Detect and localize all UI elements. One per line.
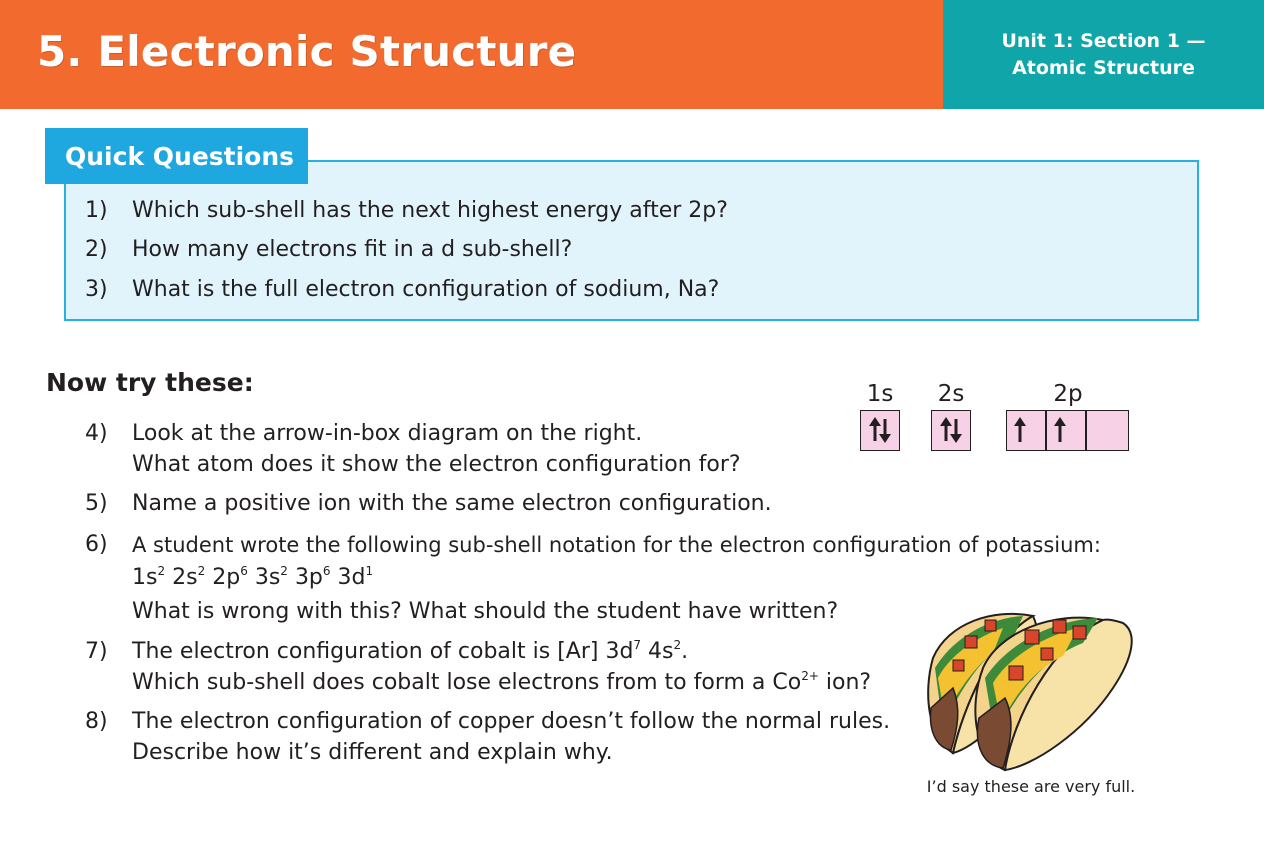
question-text: The electron configuration of cobalt is [Ar] $3d^7$ $4s^2$. <box>132 638 689 664</box>
paired-arrows-icon <box>861 411 899 449</box>
section-line: Atomic Structure <box>1012 56 1195 79</box>
question-number: 1) <box>85 198 108 223</box>
question-number: 3) <box>85 277 108 302</box>
orbital-box-2p-2 <box>1046 410 1086 451</box>
question-6-line-3: What is wrong with this? What should the student have written? <box>132 599 839 624</box>
quick-questions-tab: Quick Questions <box>45 128 308 184</box>
notation-term: $3s^2$ <box>254 564 288 590</box>
question-number: 8) <box>85 709 108 734</box>
question-4-line-2: What atom does it show the electron configuration for? <box>132 452 741 477</box>
notation-term: $2s^2$ <box>172 564 206 590</box>
question-text: Name a positive ion with the same electron configuration. <box>132 491 772 516</box>
sub-shell-notation <box>132 563 373 593</box>
orbital-label-1s: 1s <box>866 381 894 407</box>
tacos-illustration <box>913 598 1143 776</box>
question-text: Which sub-shell has the next highest energy after 2p? <box>132 198 728 223</box>
question-text: How many electrons fit in a d sub-shell? <box>132 237 573 262</box>
notation-term: $3p^6$ <box>294 564 331 590</box>
question-number: 5) <box>85 491 108 516</box>
unit-line: Unit 1: Section 1 — <box>1001 29 1206 52</box>
question-text: A student wrote the following sub-shell notation for the electron configuration of potassium: <box>132 533 1101 557</box>
question-8-line-2: Describe how it’s different and explain why. <box>132 740 613 765</box>
orbital-box-2s <box>931 410 971 451</box>
now-try-heading: Now try these: <box>46 368 254 397</box>
question-number: 2) <box>85 237 108 262</box>
question-number: 7) <box>85 639 108 664</box>
illustration-caption: I’d say these are very full. <box>926 777 1136 796</box>
notation-term: $1s^2$ <box>132 564 166 590</box>
notation-term: $2p^6$ <box>212 564 248 590</box>
question-number: 6) <box>85 532 108 557</box>
page-title: 5. Electronic Structure <box>37 27 577 76</box>
question-text: Look at the arrow-in-box diagram on the right. <box>132 421 643 446</box>
unit-section-label <box>943 0 1264 109</box>
orbital-box-2p-3 <box>1086 410 1129 451</box>
question-text: What is the full electron configuration of sodium, Na? <box>132 277 720 302</box>
question-7-line-2: Which sub-shell does cobalt lose electrons from to form a $Co^{2+}$ ion? <box>132 669 872 695</box>
orbital-label-2s: 2s <box>937 381 965 407</box>
orbital-label-2p: 2p <box>1053 381 1083 407</box>
question-text: The electron configuration of copper doesn’t follow the normal rules. <box>132 709 891 734</box>
paired-arrows-icon <box>932 411 970 449</box>
notation-term: $3d^1$ <box>337 564 374 590</box>
question-number: 4) <box>85 421 108 446</box>
orbital-box-1s <box>860 410 900 451</box>
orbital-box-2p-1 <box>1006 410 1046 451</box>
up-arrow-icon <box>1007 411 1045 449</box>
up-arrow-icon <box>1047 411 1085 449</box>
header-banner <box>0 0 943 109</box>
